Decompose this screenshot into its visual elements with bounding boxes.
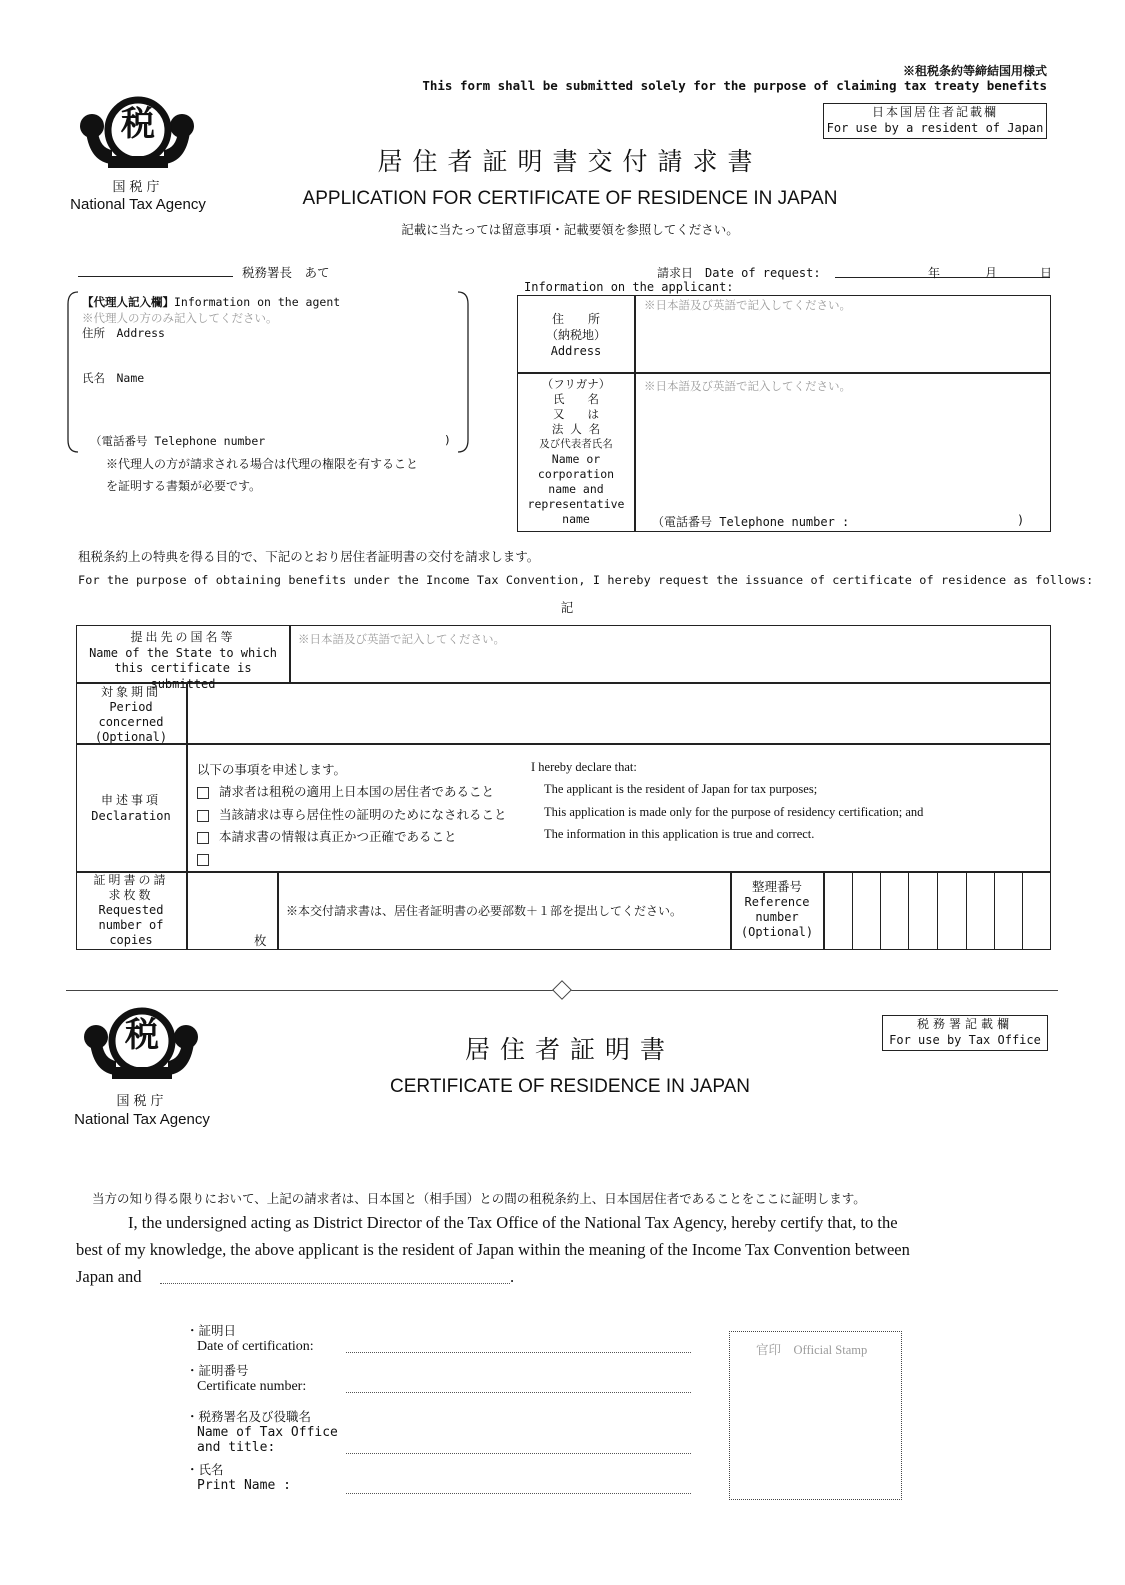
agent-notice-2: を証明する書類が必要です。 — [106, 479, 262, 493]
state-label — [77, 630, 289, 692]
applicant-phone-field[interactable] — [850, 510, 1010, 526]
declaration-label — [77, 792, 185, 824]
applicant-name-field[interactable] — [640, 396, 1045, 501]
agency-name-en-2: National Tax Agency — [74, 1111, 210, 1128]
reference-label-jp: 整理番号 — [751, 880, 802, 894]
reference-label-en: Reference number (Optional) — [740, 895, 814, 939]
copies-label — [77, 873, 185, 948]
cert-name-input[interactable] — [346, 1493, 691, 1494]
cert-office-input[interactable] — [346, 1453, 691, 1454]
application-title-en: APPLICATION FOR CERTIFICATE OF RESIDENCE IN JAPAN — [302, 188, 838, 209]
tax-office-suffix: 税務署長 あて — [242, 266, 330, 280]
agent-phone-close: ) — [444, 433, 451, 447]
agent-heading — [82, 294, 340, 310]
agent-address-field[interactable] — [160, 322, 450, 362]
name-en: Name or corporation name and representative name — [527, 452, 625, 526]
official-stamp-box — [729, 1331, 902, 1500]
cert-office-label-jp: ・税務署名及び役職名 — [186, 1410, 312, 1424]
reference-label — [731, 880, 823, 940]
name-furigana: （フリガナ） — [541, 377, 611, 391]
declaration-item-1 — [197, 782, 494, 800]
nta-logo-char-2: 税 — [125, 1016, 159, 1054]
name-jp3: 法 人 名 — [551, 422, 601, 436]
name-jp1: 氏 名 — [553, 392, 599, 406]
office-box-en: For use by Tax Office — [889, 1033, 1041, 1047]
resident-box-en: For use by a resident of Japan — [826, 121, 1044, 135]
copies-note: ※本交付請求書は、居住者証明書の必要部数＋１部を提出してください。 — [286, 904, 683, 918]
cert-number-label-en: Certificate number: — [197, 1379, 307, 1394]
cert-office-label — [186, 1410, 338, 1455]
certificate-title-jp: 居住者証明書 — [464, 1037, 675, 1064]
name-hint: ※日本語及び英語で記入してください。 — [644, 381, 851, 393]
certificate-text-en-3: Japan and — [76, 1267, 142, 1286]
period-field[interactable] — [190, 686, 1047, 740]
cert-date-input[interactable] — [346, 1352, 691, 1353]
agency-name-jp: 国税庁 — [112, 179, 164, 194]
agent-phone-label: （電話番号 Telephone number — [90, 434, 266, 448]
agent-heading-en: Information on the agent — [174, 295, 341, 309]
state-hint: ※日本語及び英語で記入してください。 — [298, 634, 505, 646]
agency-name-jp-2: 国税庁 — [116, 1093, 168, 1108]
state-field[interactable] — [292, 648, 1047, 680]
agent-address-label: 住所 Address — [82, 326, 165, 340]
declaration-checkbox-2[interactable] — [197, 810, 209, 822]
cert-number-label — [186, 1364, 306, 1394]
date-month: 月 — [985, 266, 998, 280]
declaration-item-3-jp: 本請求書の情報は真正かつ正確であること — [219, 830, 457, 844]
request-text-jp: 租税条約上の特典を得る目的で、下記のとおり居住者証明書の交付を請求します。 — [78, 550, 540, 564]
certificate-text-en-1: I, the undersigned acting as District Director of the Tax Office of the National Tax Agency, hereby certify that, to the — [128, 1213, 898, 1232]
applicant-heading: Information on the applicant: — [524, 280, 734, 294]
period-label — [77, 685, 185, 745]
applicant-name-label — [518, 377, 634, 527]
resident-box-jp: 日本国居住者記載欄 — [871, 105, 998, 119]
address-hint: ※日本語及び英語で記入してください。 — [644, 300, 851, 312]
treaty-country-input[interactable] — [160, 1283, 510, 1284]
cert-date-label-en: Date of certification: — [197, 1339, 314, 1354]
name-jp4: 及び代表者氏名 — [539, 438, 613, 450]
address-label-en: Address — [550, 344, 602, 358]
declaration-item-3-en: The information in this application is true and correct. — [544, 827, 815, 841]
copies-label-jp: 証明書の請求枚数 — [93, 873, 169, 902]
name-jp2: 又 は — [553, 407, 599, 421]
nta-logo — [78, 92, 198, 172]
copies-label-en: Requested number of copies — [98, 903, 164, 947]
declaration-intro-en: I hereby declare that: — [531, 760, 637, 774]
certificate-text-jp: 当方の知り得る限りにおいて、上記の請求者は、日本国と（相手国）との間の租税条約上、日本国居住者であることをここに証明します。 — [92, 1192, 866, 1206]
agency-name-en: National Tax Agency — [70, 196, 206, 213]
nta-logo-char: 税 — [121, 105, 155, 143]
tax-office-use-box — [882, 1015, 1048, 1051]
declaration-checkbox-4[interactable] — [197, 854, 209, 866]
agent-phone-field[interactable] — [280, 430, 440, 446]
declaration-item-4 — [197, 852, 219, 867]
applicant-phone-close: ) — [1017, 513, 1025, 527]
period-mark: . — [510, 1267, 515, 1286]
cert-date-label — [186, 1324, 314, 1354]
official-stamp-label: 官印 Official Stamp — [756, 1343, 868, 1357]
date-year: 年 — [928, 266, 941, 280]
period-label-jp: 対象期間 — [100, 685, 161, 699]
agent-note: ※代理人の方のみ記入してください。 — [82, 313, 278, 325]
cert-office-label-en: Name of Tax Office and title: — [197, 1425, 338, 1455]
applicant-address-label — [518, 311, 634, 359]
application-title-jp: 居住者証明書交付請求書 — [377, 149, 763, 176]
declaration-intro-jp: 以下の事項を申述します。 — [197, 763, 347, 777]
address-label-jp2: （納税地） — [545, 328, 606, 342]
declaration-item-1-en: The applicant is the resident of Japan for tax purposes; — [544, 782, 818, 796]
declaration-label-jp: 申述事項 — [100, 793, 161, 807]
declaration-item-2-jp: 当該請求は専ら居住性の証明のためになされること — [219, 808, 507, 822]
resident-use-box — [823, 103, 1047, 139]
cert-name-label-jp: ・氏名 — [186, 1463, 224, 1477]
copies-field[interactable] — [190, 875, 260, 945]
nta-logo-2 — [82, 1003, 202, 1083]
office-box-jp: 税務署記載欄 — [916, 1017, 1013, 1031]
agent-heading-jp: 【代理人記入欄】 — [82, 295, 174, 309]
cert-name-label — [186, 1463, 291, 1493]
agent-name-label: 氏名 Name — [82, 371, 145, 385]
copies-unit: 枚 — [254, 934, 267, 948]
agent-notice-1: ※代理人の方が請求される場合は代理の権限を有すること — [106, 457, 419, 471]
tax-office-input[interactable] — [78, 276, 233, 277]
agent-name-field[interactable] — [150, 366, 450, 426]
cert-date-label-jp: ・証明日 — [186, 1324, 237, 1338]
declaration-item-2 — [197, 805, 507, 823]
form-type-label: ※租税条約等締結国用様式 — [902, 64, 1047, 78]
purpose-notice: This form shall be submitted solely for the purpose of claiming tax treaty benefits — [422, 78, 1047, 93]
certificate-title-en: CERTIFICATE OF RESIDENCE IN JAPAN — [390, 1076, 750, 1097]
request-date-input[interactable] — [835, 277, 1050, 278]
request-text-en: For the purpose of obtaining benefits under the Income Tax Convention, I hereby request the issuance of certificate of residence as follows: — [78, 573, 1094, 587]
applicant-address-field[interactable] — [640, 314, 1045, 368]
state-label-en: Name of the State to which this certificate is submitted — [89, 645, 277, 691]
declaration-item-3 — [197, 827, 457, 845]
cert-number-input[interactable] — [346, 1392, 691, 1393]
ki-mark: 記 — [560, 601, 574, 615]
address-label-jp1: 住 所 — [551, 312, 600, 326]
certificate-text-en-2: best of my knowledge, the above applicant is the resident of Japan within the meaning of the Income Tax Convention between — [76, 1240, 910, 1259]
separator-diamond — [552, 980, 572, 1000]
declaration-item-1-jp: 請求者は租税の適用上日本国の居住者であること — [219, 785, 495, 799]
applicant-phone-label: （電話番号 Telephone number : — [652, 515, 850, 529]
request-date-label: 請求日 Date of request: — [657, 266, 821, 280]
application-subtitle: 記載に当たっては留意事項・記載要領を参照してください。 — [401, 223, 739, 237]
declaration-checkbox-1[interactable] — [197, 787, 209, 799]
period-label-en: Period concerned (Optional) — [94, 700, 168, 744]
declaration-label-en: Declaration — [91, 809, 171, 823]
declaration-checkbox-3[interactable] — [197, 832, 209, 844]
date-day: 日 — [1040, 266, 1053, 280]
cert-number-label-jp: ・証明番号 — [186, 1364, 249, 1378]
declaration-item-2-en: This application is made only for the purpose of residency certification; and — [544, 805, 924, 819]
state-label-jp: 提出先の国名等 — [130, 630, 236, 644]
cert-name-label-en: Print Name : — [197, 1478, 291, 1493]
